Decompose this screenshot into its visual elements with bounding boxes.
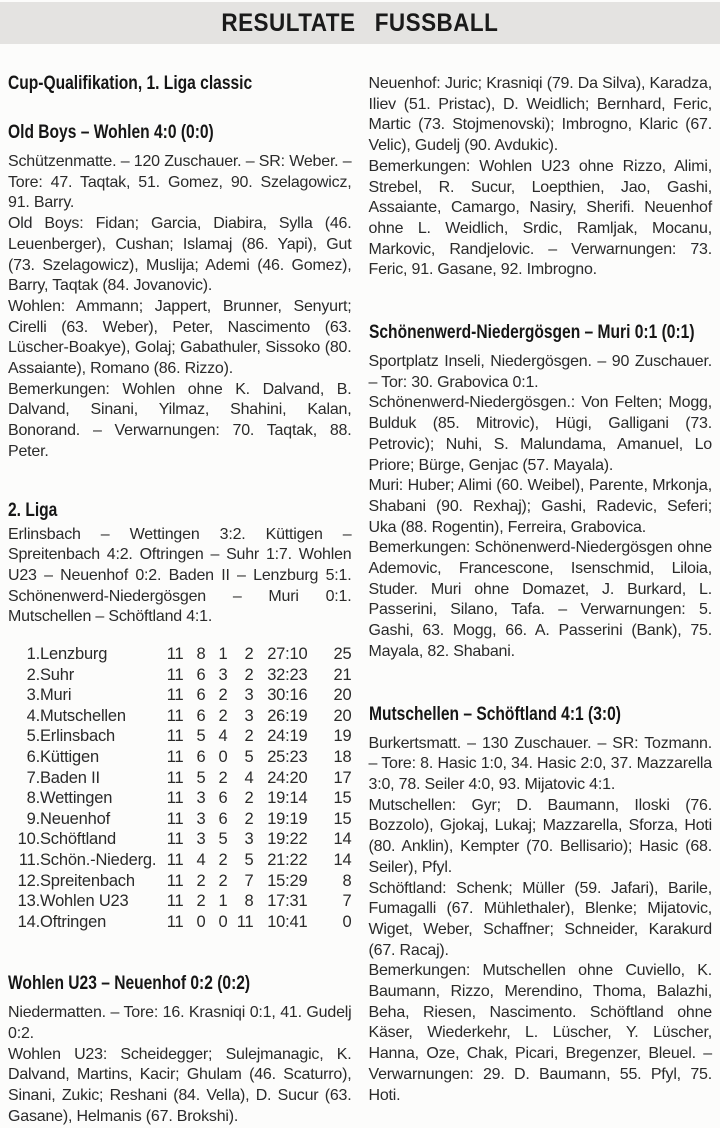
remarks-paragraph: Bemerkungen: Mutschellen ohne Cuviello, K. Baumann, Rizzo, Merendino, Thoma, Balazhi, Beha, Riesen, Nascimento. Schöftland ohne Käser, Wiederkehr, L. Lüscher, Y. Lüscher, Hanna, Oze, Chak, Picari, Bregenzer, Bleuel. – Verwarnungen: 29. D. Baumann, 55. Pfyl, 75. Hoti. xyxy=(368,962,712,1104)
left-column xyxy=(8,72,352,1128)
lineup-paragraph: Schöftland: Schenk; Müller (59. Jafari), Barile, Fumagalli (67. Mühlethaler), Blenke; Mijatovic, Wiget, Weber, Schaffner; Schneider, Karakurd (67. Racaj). xyxy=(368,879,712,959)
match-report-schoenenwerd-muri xyxy=(369,321,713,663)
match-report-mutschellen-schoeftland xyxy=(369,703,713,1107)
match-title: Mutschellen – Schöftland 4:1 (3:0) xyxy=(368,703,621,725)
table-row: 7. Baden II 11 5 2 4 24:20 17 xyxy=(26,768,352,787)
page-title: RESULTATE FUSSBALL xyxy=(221,8,499,37)
lineup-paragraph: Muri: Huber; Alimi (60. Weibel), Parente, Mrkonja, Shabani (90. Rexhaj); Gashi, Radevic, Seferi; Uka (88. Rogentin), Ferreira, Grabovica. xyxy=(368,477,712,536)
lineup-paragraph: Wohlen U23: Scheidegger; Sulejmanagic, K. Dalvand, Martins, Kacir; Ghulam (46. Scaturro), Sinani, Zukic; Reshani (84. Vella), D. Sucur (63. Gasane), Helmanis (67. Brokshi). xyxy=(8,1045,352,1125)
match-info-paragraph: Burkertsmatt. – 130 Zuschauer. – SR: Tozmann. – Tore: 8. Hasic 1:0, 34. Hasic 2:0, 37. Mazzarella 3:0, 78. Seiler 4:0, 93. Mijatovic 4:1. xyxy=(368,734,712,793)
match-report-old-boys-wohlen xyxy=(8,121,352,463)
match-info-paragraph: Sportplatz Inseli, Niedergösgen. – 90 Zuschauer. – Tor: 30. Grabovica 0:1. xyxy=(368,353,712,391)
lineup-paragraph: Mutschellen: Gyr; D. Baumann, Iloski (76. Bozzolo), Gjokaj, Lukaj; Mazzarella, Sforza, Hoti (80. Anklin), Kempter (70. Bellisario); Hasic (68. Seiler), Pfyl. xyxy=(368,796,712,876)
match-title: Old Boys – Wohlen 4:0 (0:0) xyxy=(8,122,214,143)
table-row: 6. Küttigen 11 6 0 5 25:23 18 xyxy=(26,748,352,767)
league-section-title-2-liga: 2. Liga xyxy=(8,499,58,521)
standings-table xyxy=(8,644,352,932)
remarks-paragraph: Bemerkungen: Wohlen ohne K. Dalvand, B. Dalvand, Sinani, Yilmaz, Shahini, Kalan, Bonorand. – Verwarnungen: 70. Taqtak, 88. Peter. xyxy=(8,380,352,460)
lineup-paragraph: Schönenwerd-Niedergösgen.: Von Felten; Mogg, Bulduk (85. Mitrovic), Hügi, Galligani (73. Petrovic); Nuhi, S. Malundama, Amanuel, Lo Priore; Bürge, Genjac (57. Mayala). xyxy=(368,394,712,474)
match-title: Schönenwerd-Niedergösgen – Muri 0:1 (0:1) xyxy=(368,322,695,344)
match-info-paragraph: Niedermatten. – Tore: 16. Krasniqi 0:1, 41. Gudelj 0:2. xyxy=(8,1004,352,1043)
table-row: 13. Wohlen U23 11 2 1 8 17:31 7 xyxy=(17,892,352,911)
lineup-paragraph: Wohlen: Ammann; Jappert, Brunner, Senyurt; Cirelli (63. Weber), Peter, Nascimento (63. Lüscher-Boakye), Golaj; Gabathuler, Sissoko (80. Assaiante), Romano (86. Rizzo). xyxy=(8,297,352,378)
match-report-wohlenu23-neuenhof xyxy=(8,972,352,1127)
table-row: 5. Erlinsbach 11 5 4 2 24:19 19 xyxy=(26,727,352,746)
table-row: 11. Schön.-Niederg. 11 4 2 5 21:22 14 xyxy=(18,851,352,869)
league-section-title: Cup-Qualifikation, 1. Liga classic xyxy=(8,73,253,94)
table-row: 14. Oftringen 11 0 0 11 10:41 0 xyxy=(17,912,352,931)
match-info-paragraph: Schützenmatte. – 120 Zuschauer. – SR: Weber. – Tore: 47. Taqtak, 51. Gomez, 90. Szelagowicz, 91. Barry. xyxy=(8,153,352,212)
lineup-paragraph: Old Boys: Fidan; Garcia, Diabira, Sylla (46. Leuenberger), Cushan; Islamaj (86. Yapi), Gut (73. Szelagowicz), Muslija; Ademi (46. Gomez), Barry, Taqtak (84. Jovanovic). xyxy=(8,215,352,295)
columns xyxy=(0,72,720,1128)
title-band xyxy=(0,2,720,44)
results-page xyxy=(0,2,720,1128)
table-row: 3. Muri 11 6 2 3 30:16 20 xyxy=(26,686,352,705)
remarks-paragraph: Bemerkungen: Wohlen U23 ohne Rizzo, Alimi, Strebel, R. Sucur, Loepthien, Jao, Gashi, Assaiante, Camargo, Nasiry, Sherifi. Neuenhof ohne L. Weidlich, Srdic, Ramljak, Mocanu, Markovic, Randjelovic. – Verwarnungen: 73. Feric, 91. Gasane, 92. Imbrogno. xyxy=(368,157,712,279)
match-title: Wohlen U23 – Neuenhof 0:2 (0:2) xyxy=(8,973,251,995)
table-row: 4. Mutschellen 11 6 2 3 26:19 20 xyxy=(26,706,352,725)
results-summary-paragraph: Erlinsbach – Wettingen 3:2. Küttigen – Spreitenbach 4:2. Oftringen – Suhr 1:7. Wohlen U23 – Neuenhof 0:2. Baden II – Lenzburg 5:1. Schönenwerd-Niedergösgen – Muri 0:1. Mutschellen – Schöftland 4:1. xyxy=(8,525,352,626)
right-column xyxy=(369,72,713,1128)
remarks-paragraph: Bemerkungen: Schönenwerd-Niedergösgen ohne Ademovic, Francescone, Isenschmid, Liloia, Studer. Muri ohne Domazet, J. Burkard, L. Passerini, Silano, Tafa. – Verwarnungen: 5. Gashi, 63. Mogg, 66. A. Passerini (Bank), 75. Mayala, 82. Shabani. xyxy=(368,539,712,660)
table-row: 1. Lenzburg 11 8 1 2 27:10 25 xyxy=(26,645,352,664)
table-row: 9. Neuenhof 11 3 6 2 19:19 15 xyxy=(26,809,352,828)
table-row: 8. Wettingen 11 3 6 2 19:14 15 xyxy=(26,789,352,808)
lineup-paragraph: Neuenhof: Juric; Krasniqi (79. Da Silva), Karadza, Iliev (51. Pristac), D. Weidlich; Bernhard, Feric, Martic (73. Stojmenovski); Imbrogno, Klaric (67. Velic), Gudelj (90. Avdukic). xyxy=(368,75,712,155)
table-row: 12. Spreitenbach 11 2 2 7 15:29 8 xyxy=(17,871,352,890)
table-row: 10. Schöftland 11 3 5 3 19:22 14 xyxy=(17,830,352,849)
match-report-continuation xyxy=(369,74,713,281)
table-row: 2. Suhr 11 6 3 2 32:23 21 xyxy=(26,665,352,684)
